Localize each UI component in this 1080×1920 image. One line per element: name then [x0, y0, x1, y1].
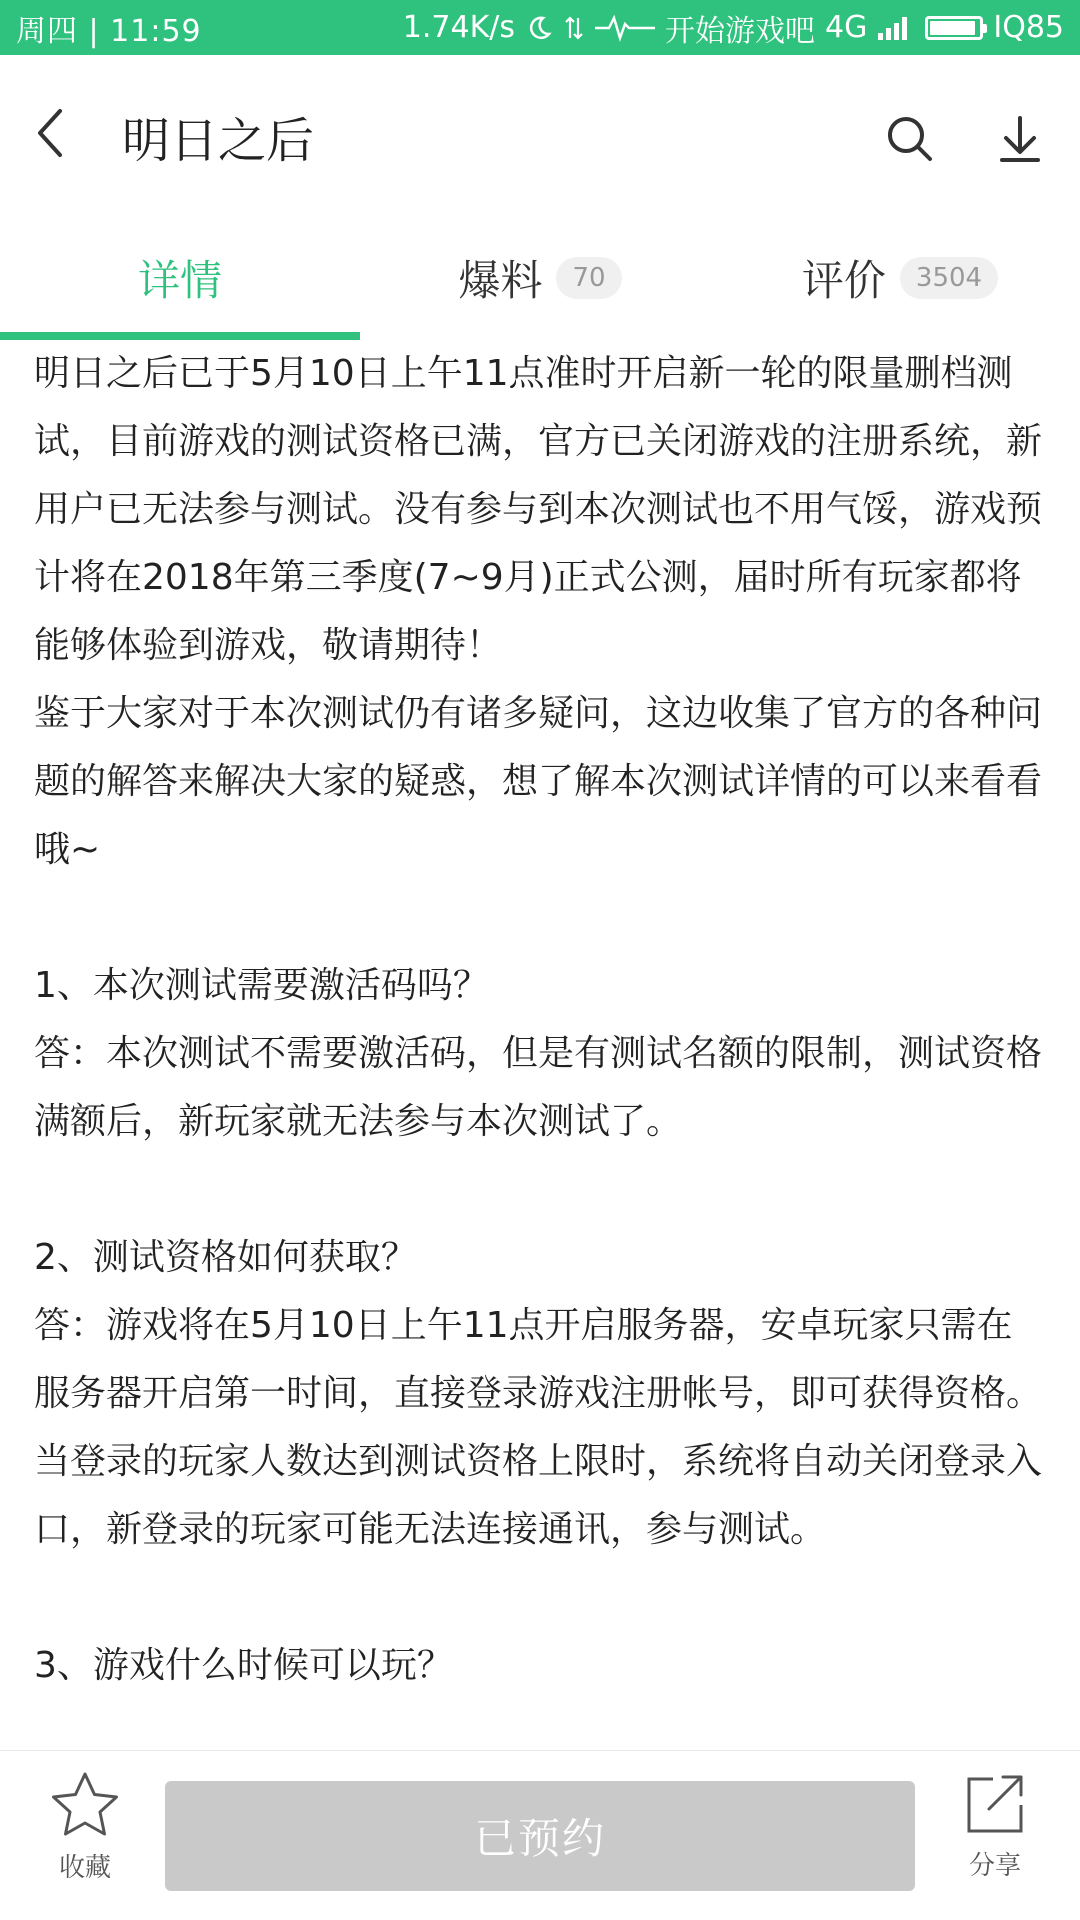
bottom-action-bar: [0, 1750, 1080, 1920]
paragraph-spacer: [34, 884, 1046, 952]
favorite-label: 收藏: [58, 1853, 111, 1883]
page-title: 明日之后: [122, 113, 315, 169]
share-button[interactable]: [940, 1771, 1050, 1901]
download-button[interactable]: [980, 101, 1060, 181]
search-icon: [885, 114, 935, 168]
tab-details[interactable]: [0, 215, 360, 340]
faq-answer: 答：本次测试不需要激活码，但是有测试名额的限制，测试资格满额后，新玩家就无法参与本次测试了。: [34, 1033, 1043, 1142]
tab-label: 爆料: [458, 255, 543, 305]
faq-question: 3、游戏什么时候可以玩？: [34, 1645, 453, 1686]
tab-reviews[interactable]: [720, 215, 1080, 340]
tab-news[interactable]: [360, 215, 720, 340]
star-icon: [50, 1771, 120, 1841]
status-bar: [0, 0, 1080, 55]
signal-bars-icon: [877, 15, 911, 41]
download-icon: [998, 114, 1042, 168]
faq-question: 1、本次测试需要激活码吗？: [34, 965, 489, 1006]
carrier-name: 开始游戏吧: [665, 13, 816, 49]
tab-count-badge: 70: [556, 257, 621, 299]
tab-label: 评价: [801, 255, 886, 305]
paragraph-spacer: [34, 1156, 1046, 1224]
tab-bar: [0, 215, 1080, 340]
paragraph-spacer: [34, 1564, 1046, 1632]
battery-icon: [925, 16, 983, 40]
article-paragraph: 明日之后已于5月10日上午11点准时开启新一轮的限量删档测试，目前游戏的测试资格已满，官方已关闭游戏的注册系统，新用户已无法参与测试。没有参与到本次测试也不用气馁，游戏预计将在2018年第三季度(7~9月)正式公测，届时所有玩家都将能够体验到游戏，敬请期待！: [34, 353, 1043, 666]
share-label: 分享: [968, 1851, 1021, 1881]
data-arrows-icon: [563, 14, 585, 42]
network-type: 4G: [825, 10, 868, 45]
article-paragraph: 鉴于大家对于本次测试仍有诸多疑问，这边收集了官方的各种问题的解答来解决大家的疑惑，想了解本次测试详情的可以来看看哦~: [34, 693, 1043, 870]
back-button[interactable]: [20, 95, 80, 175]
back-arrow-icon: [30, 103, 70, 167]
favorite-button[interactable]: [30, 1771, 140, 1901]
share-icon: [963, 1771, 1027, 1839]
tab-label: 详情: [137, 255, 222, 305]
app-header: [0, 55, 1080, 215]
reserve-button[interactable]: 已预约: [165, 1781, 915, 1891]
battery-label: IQ85: [993, 10, 1064, 45]
status-indicators: [403, 6, 1064, 50]
faq-answer: 答：游戏将在5月10日上午11点开启服务器，安卓玩家只需在服务器开启第一时间，直接登录游戏注册帐号，即可获得资格。当登录的玩家人数达到测试资格上限时，系统将自动关闭登录入口，新登录的玩家可能无法连接通讯，参与测试。: [34, 1305, 1043, 1550]
faq-question: 2、测试资格如何获取？: [34, 1237, 417, 1278]
tab-count-badge: 3504: [900, 257, 998, 299]
article-content[interactable]: [34, 340, 1046, 1755]
active-tab-indicator: [0, 332, 360, 340]
status-time: 周四 | 11:59: [16, 13, 202, 49]
signal-wave-icon: [595, 14, 655, 42]
moon-icon: [525, 14, 553, 42]
search-button[interactable]: [870, 101, 950, 181]
network-speed: 1.74K/s: [402, 10, 516, 45]
